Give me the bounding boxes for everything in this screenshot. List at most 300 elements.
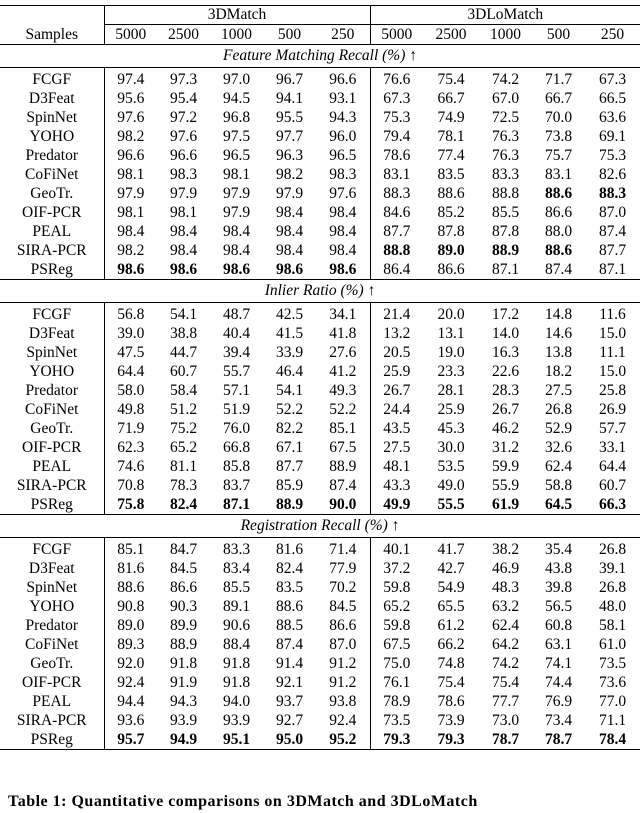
method-name: YOHO xyxy=(0,362,104,381)
value-cell: 78.4 xyxy=(585,730,640,750)
value-cell: 98.4 xyxy=(222,223,251,240)
value-cell: 26.7 xyxy=(383,382,411,399)
value-cell: 89.0 xyxy=(437,242,465,259)
table-row xyxy=(0,419,640,438)
value-cell: 54.9 xyxy=(437,579,465,596)
value-cell: 98.4 xyxy=(316,241,370,260)
value-cell: 46.9 xyxy=(491,560,520,577)
value-cell: 51.2 xyxy=(169,401,198,418)
value-cell: 48.0 xyxy=(598,598,627,615)
value-cell: 35.4 xyxy=(532,538,585,560)
value-cell: 94.5 xyxy=(222,90,251,107)
method-name: FCGF xyxy=(0,538,104,560)
value-cell: 98.1 xyxy=(117,204,145,221)
header-group-3dlomatch: 3DLoMatch xyxy=(370,6,640,25)
value-cell: 26.8 xyxy=(544,401,573,418)
value-cell: 85.2 xyxy=(437,204,465,221)
value-cell: 62.4 xyxy=(491,617,520,634)
value-cell: 56.8 xyxy=(104,303,157,325)
table-row xyxy=(0,303,640,325)
method-name: SpinNet xyxy=(0,108,104,127)
table-row xyxy=(0,692,640,711)
value-cell: 61.2 xyxy=(437,617,465,634)
value-cell: 76.1 xyxy=(383,674,411,691)
value-cell: 75.4 xyxy=(437,674,465,691)
table-row xyxy=(0,730,640,750)
value-cell: 88.9 xyxy=(275,496,304,513)
value-cell: 37.2 xyxy=(383,560,411,577)
value-cell: 75.7 xyxy=(544,147,573,164)
value-cell: 88.8 xyxy=(491,185,520,202)
value-cell: 86.6 xyxy=(316,616,370,635)
value-cell: 98.4 xyxy=(275,242,304,259)
value-cell: 78.3 xyxy=(169,477,198,494)
value-cell: 92.1 xyxy=(275,674,304,691)
table-body xyxy=(0,6,640,750)
value-cell: 89.1 xyxy=(222,598,251,615)
value-cell: 63.1 xyxy=(544,636,573,653)
value-cell: 31.2 xyxy=(491,439,520,456)
value-cell: 75.0 xyxy=(383,655,411,672)
value-cell: 87.8 xyxy=(437,223,465,240)
table-row xyxy=(0,108,640,127)
value-cell: 64.4 xyxy=(117,363,145,380)
table-row xyxy=(0,538,640,560)
value-cell: 67.5 xyxy=(383,636,411,653)
value-cell: 98.4 xyxy=(316,203,370,222)
value-cell: 58.0 xyxy=(117,382,145,399)
value-cell: 74.1 xyxy=(544,655,573,672)
table-row xyxy=(0,241,640,260)
value-cell: 62.4 xyxy=(544,458,573,475)
value-cell: 90.6 xyxy=(222,617,251,634)
value-cell: 98.4 xyxy=(169,223,198,240)
value-cell: 77.9 xyxy=(316,559,370,578)
method-name: PEAL xyxy=(0,692,104,711)
value-cell: 57.7 xyxy=(598,420,627,437)
table-row xyxy=(0,146,640,165)
table-row xyxy=(0,260,640,280)
value-cell: 59.8 xyxy=(383,579,411,596)
value-cell: 78.7 xyxy=(479,730,532,750)
value-cell: 88.5 xyxy=(275,617,304,634)
value-cell: 93.8 xyxy=(316,692,370,711)
value-cell: 96.3 xyxy=(275,147,304,164)
value-cell: 64.4 xyxy=(598,458,627,475)
value-cell: 89.9 xyxy=(169,617,198,634)
value-cell: 48.7 xyxy=(210,303,263,325)
table-row xyxy=(0,165,640,184)
value-cell: 96.8 xyxy=(222,109,251,126)
value-cell: 64.5 xyxy=(544,496,573,513)
value-cell: 88.8 xyxy=(383,242,411,259)
value-cell: 91.9 xyxy=(169,674,198,691)
value-cell: 43.5 xyxy=(383,420,411,437)
method-name: Predator xyxy=(0,616,104,635)
value-cell: 97.9 xyxy=(222,204,251,221)
value-cell: 14.8 xyxy=(532,303,585,325)
value-cell: 77.7 xyxy=(491,693,520,710)
value-cell: 78.9 xyxy=(383,693,411,710)
value-cell: 96.6 xyxy=(117,147,145,164)
value-cell: 88.9 xyxy=(316,457,370,476)
header-samples-label: Samples xyxy=(0,25,104,45)
value-cell: 57.1 xyxy=(222,382,251,399)
value-cell: 97.0 xyxy=(210,68,263,90)
value-cell: 84.5 xyxy=(316,597,370,616)
value-cell: 88.3 xyxy=(383,185,411,202)
value-cell: 71.9 xyxy=(117,420,145,437)
value-cell: 88.6 xyxy=(437,185,465,202)
method-name: OIF-PCR xyxy=(0,438,104,457)
value-cell: 48.3 xyxy=(491,579,520,596)
value-cell: 49.3 xyxy=(316,381,370,400)
value-cell: 44.7 xyxy=(169,344,198,361)
value-cell: 60.7 xyxy=(169,363,198,380)
value-cell: 96.7 xyxy=(263,68,316,90)
method-name: PSReg xyxy=(0,730,104,750)
value-cell: 98.1 xyxy=(169,204,198,221)
value-cell: 59.8 xyxy=(383,617,411,634)
value-cell: 60.8 xyxy=(544,617,573,634)
value-cell: 92.4 xyxy=(117,674,145,691)
value-cell: 88.6 xyxy=(117,579,145,596)
value-cell: 81.6 xyxy=(263,538,316,560)
value-cell: 97.2 xyxy=(169,109,198,126)
value-cell: 97.3 xyxy=(157,68,210,90)
value-cell: 24.4 xyxy=(383,401,411,418)
value-cell: 83.3 xyxy=(491,166,520,183)
value-cell: 41.2 xyxy=(316,362,370,381)
value-cell: 74.2 xyxy=(491,655,520,672)
value-cell: 73.6 xyxy=(598,674,627,691)
value-cell: 21.4 xyxy=(370,303,423,325)
value-cell: 59.9 xyxy=(491,458,520,475)
value-cell: 94.4 xyxy=(117,693,145,710)
value-cell: 52.2 xyxy=(316,400,370,419)
value-cell: 79.3 xyxy=(370,730,423,750)
value-cell: 98.2 xyxy=(117,128,145,145)
value-cell: 49.8 xyxy=(117,401,145,418)
value-cell: 96.0 xyxy=(316,127,370,146)
value-cell: 93.1 xyxy=(316,89,370,108)
value-cell: 87.4 xyxy=(316,476,370,495)
value-cell: 95.6 xyxy=(117,90,145,107)
value-cell: 43.3 xyxy=(383,477,411,494)
value-cell: 41.7 xyxy=(423,538,479,560)
method-name: PSReg xyxy=(0,260,104,280)
value-cell: 74.2 xyxy=(479,68,532,90)
value-cell: 87.4 xyxy=(598,223,627,240)
section-title: Inlier Ratio (%) ↑ xyxy=(0,280,640,303)
table-row xyxy=(0,381,640,400)
table-row xyxy=(0,495,640,515)
value-cell: 85.1 xyxy=(316,419,370,438)
value-cell: 95.2 xyxy=(316,730,370,750)
value-cell: 88.6 xyxy=(275,598,304,615)
value-cell: 67.3 xyxy=(585,68,640,90)
value-cell: 25.8 xyxy=(598,382,627,399)
header-sample-count: 1000 xyxy=(490,26,522,43)
value-cell: 38.2 xyxy=(479,538,532,560)
value-cell: 87.4 xyxy=(275,636,304,653)
value-cell: 93.7 xyxy=(275,693,304,710)
method-name: CoFiNet xyxy=(0,635,104,654)
section-title: Feature Matching Recall (%) ↑ xyxy=(0,45,640,68)
value-cell: 83.7 xyxy=(222,477,251,494)
value-cell: 66.2 xyxy=(437,636,465,653)
table-row xyxy=(0,578,640,597)
value-cell: 91.8 xyxy=(222,674,251,691)
value-cell: 52.2 xyxy=(275,401,304,418)
value-cell: 85.9 xyxy=(275,477,304,494)
value-cell: 75.3 xyxy=(598,147,627,164)
table-row xyxy=(0,559,640,578)
value-cell: 39.0 xyxy=(117,325,145,342)
value-cell: 75.4 xyxy=(491,674,520,691)
value-cell: 87.8 xyxy=(491,223,520,240)
method-name: Predator xyxy=(0,146,104,165)
section-header-row xyxy=(0,515,640,538)
value-cell: 76.6 xyxy=(370,68,423,90)
value-cell: 85.1 xyxy=(104,538,157,560)
value-cell: 97.9 xyxy=(117,185,145,202)
value-cell: 78.1 xyxy=(437,128,465,145)
table-row xyxy=(0,654,640,673)
header-sample-count: 1000 xyxy=(221,26,252,43)
value-cell: 25.9 xyxy=(437,401,465,418)
value-cell: 63.6 xyxy=(598,109,627,126)
value-cell: 98.6 xyxy=(275,261,304,278)
method-name: FCGF xyxy=(0,68,104,90)
value-cell: 39.4 xyxy=(222,344,251,361)
value-cell: 88.0 xyxy=(544,223,573,240)
table-row xyxy=(0,222,640,241)
value-cell: 83.5 xyxy=(275,579,304,596)
value-cell: 96.6 xyxy=(316,68,370,90)
value-cell: 88.9 xyxy=(491,242,520,259)
method-name: FCGF xyxy=(0,303,104,325)
value-cell: 97.6 xyxy=(169,128,198,145)
value-cell: 49.0 xyxy=(437,477,465,494)
value-cell: 47.5 xyxy=(117,344,145,361)
table-row xyxy=(0,68,640,90)
value-cell: 66.7 xyxy=(544,90,573,107)
value-cell: 41.5 xyxy=(275,325,304,342)
value-cell: 15.0 xyxy=(598,363,627,380)
value-cell: 82.2 xyxy=(275,420,304,437)
value-cell: 66.5 xyxy=(598,90,627,107)
value-cell: 46.2 xyxy=(491,420,520,437)
method-name: GeoTr. xyxy=(0,184,104,203)
section-title: Registration Recall (%) ↑ xyxy=(0,515,640,538)
table-row xyxy=(0,343,640,362)
value-cell: 58.8 xyxy=(544,477,573,494)
value-cell: 75.4 xyxy=(423,68,479,90)
value-cell: 95.5 xyxy=(275,109,304,126)
value-cell: 98.4 xyxy=(117,223,145,240)
table-row xyxy=(0,597,640,616)
value-cell: 77.4 xyxy=(437,147,465,164)
value-cell: 85.5 xyxy=(491,204,520,221)
header-sample-count: 250 xyxy=(316,25,370,45)
value-cell: 74.8 xyxy=(437,655,465,672)
value-cell: 81.1 xyxy=(169,458,198,475)
value-cell: 96.5 xyxy=(316,146,370,165)
value-cell: 13.2 xyxy=(383,325,411,342)
value-cell: 54.1 xyxy=(157,303,210,325)
value-cell: 11.1 xyxy=(599,344,626,361)
value-cell: 90.3 xyxy=(169,598,198,615)
value-cell: 62.3 xyxy=(117,439,145,456)
value-cell: 54.1 xyxy=(275,382,304,399)
value-cell: 14.0 xyxy=(491,325,520,342)
table-row xyxy=(0,438,640,457)
value-cell: 98.6 xyxy=(316,260,370,280)
value-cell: 96.5 xyxy=(222,147,251,164)
value-cell: 98.2 xyxy=(275,166,304,183)
table-row xyxy=(0,635,640,654)
method-name: Predator xyxy=(0,381,104,400)
value-cell: 41.8 xyxy=(316,324,370,343)
value-cell: 83.4 xyxy=(222,560,251,577)
value-cell: 65.2 xyxy=(383,598,411,615)
header-sample-count: 500 xyxy=(277,26,302,43)
value-cell: 88.9 xyxy=(169,636,198,653)
value-cell: 73.0 xyxy=(491,712,520,729)
value-cell: 84.6 xyxy=(383,204,411,221)
value-cell: 91.2 xyxy=(316,673,370,692)
value-cell: 90.0 xyxy=(316,495,370,515)
value-cell: 98.3 xyxy=(169,166,198,183)
value-cell: 67.0 xyxy=(491,90,520,107)
value-cell: 78.6 xyxy=(437,693,465,710)
header-corner xyxy=(0,6,104,25)
header-sample-count: 500 xyxy=(546,26,571,43)
value-cell: 70.8 xyxy=(117,477,145,494)
value-cell: 81.6 xyxy=(117,560,145,577)
value-cell: 79.3 xyxy=(423,730,479,750)
value-cell: 18.2 xyxy=(544,363,573,380)
method-name: SpinNet xyxy=(0,578,104,597)
table-row xyxy=(0,476,640,495)
value-cell: 83.1 xyxy=(544,166,573,183)
value-cell: 98.4 xyxy=(275,204,304,221)
value-cell: 94.0 xyxy=(222,693,251,710)
value-cell: 58.4 xyxy=(169,382,198,399)
value-cell: 97.9 xyxy=(275,185,304,202)
value-cell: 48.1 xyxy=(383,458,411,475)
table-row xyxy=(0,400,640,419)
value-cell: 56.5 xyxy=(544,598,573,615)
value-cell: 86.6 xyxy=(544,204,573,221)
header-sample-count: 5000 xyxy=(381,26,413,43)
value-cell: 84.5 xyxy=(169,560,198,577)
value-cell: 53.5 xyxy=(437,458,465,475)
value-cell: 49.9 xyxy=(383,496,411,513)
method-name: D3Feat xyxy=(0,559,104,578)
value-cell: 86.6 xyxy=(437,261,465,278)
value-cell: 95.1 xyxy=(210,730,263,750)
value-cell: 27.5 xyxy=(544,382,573,399)
value-cell: 15.0 xyxy=(598,325,627,342)
value-cell: 92.7 xyxy=(275,712,304,729)
value-cell: 73.4 xyxy=(544,712,573,729)
value-cell: 51.9 xyxy=(222,401,251,418)
value-cell: 40.4 xyxy=(222,325,251,342)
value-cell: 63.2 xyxy=(491,598,520,615)
value-cell: 85.8 xyxy=(222,458,251,475)
value-cell: 98.3 xyxy=(316,165,370,184)
value-cell: 87.1 xyxy=(598,261,627,278)
value-cell: 40.1 xyxy=(370,538,423,560)
value-cell: 27.6 xyxy=(316,343,370,362)
header-row-groups xyxy=(0,6,640,25)
value-cell: 83.3 xyxy=(210,538,263,560)
value-cell: 13.8 xyxy=(544,344,573,361)
value-cell: 87.0 xyxy=(598,204,627,221)
value-cell: 98.4 xyxy=(275,223,304,240)
value-cell: 93.6 xyxy=(117,712,145,729)
results-table xyxy=(0,5,640,750)
value-cell: 96.6 xyxy=(169,147,198,164)
value-cell: 82.4 xyxy=(275,560,304,577)
table-row xyxy=(0,711,640,730)
table-row xyxy=(0,324,640,343)
value-cell: 91.8 xyxy=(169,655,198,672)
value-cell: 91.4 xyxy=(275,655,304,672)
header-sample-count: 2500 xyxy=(435,26,467,43)
value-cell: 73.9 xyxy=(437,712,465,729)
value-cell: 94.9 xyxy=(157,730,210,750)
value-cell: 78.7 xyxy=(532,730,585,750)
value-cell: 94.3 xyxy=(169,693,198,710)
value-cell: 71.1 xyxy=(598,712,627,729)
value-cell: 38.8 xyxy=(169,325,198,342)
value-cell: 20.5 xyxy=(383,344,411,361)
value-cell: 14.6 xyxy=(544,325,573,342)
method-name: YOHO xyxy=(0,127,104,146)
value-cell: 70.2 xyxy=(316,578,370,597)
value-cell: 73.5 xyxy=(383,712,411,729)
value-cell: 26.9 xyxy=(598,401,627,418)
table-row xyxy=(0,127,640,146)
value-cell: 83.1 xyxy=(383,166,411,183)
value-cell: 98.4 xyxy=(316,222,370,241)
value-cell: 94.3 xyxy=(316,108,370,127)
value-cell: 84.7 xyxy=(157,538,210,560)
value-cell: 97.7 xyxy=(275,128,304,145)
value-cell: 13.1 xyxy=(437,325,465,342)
value-cell: 76.3 xyxy=(491,128,520,145)
value-cell: 42.7 xyxy=(437,560,465,577)
value-cell: 34.1 xyxy=(316,303,370,325)
value-cell: 71.4 xyxy=(316,538,370,560)
value-cell: 28.1 xyxy=(437,382,465,399)
table-row xyxy=(0,616,640,635)
value-cell: 45.3 xyxy=(437,420,465,437)
value-cell: 91.2 xyxy=(316,654,370,673)
value-cell: 30.0 xyxy=(437,439,465,456)
value-cell: 64.2 xyxy=(491,636,520,653)
value-cell: 98.1 xyxy=(222,166,251,183)
header-group-3dmatch: 3DMatch xyxy=(104,6,370,25)
method-name: PSReg xyxy=(0,495,104,515)
value-cell: 39.1 xyxy=(598,560,627,577)
header-sample-count: 5000 xyxy=(115,26,147,43)
value-cell: 69.1 xyxy=(598,128,627,145)
table-row xyxy=(0,203,640,222)
